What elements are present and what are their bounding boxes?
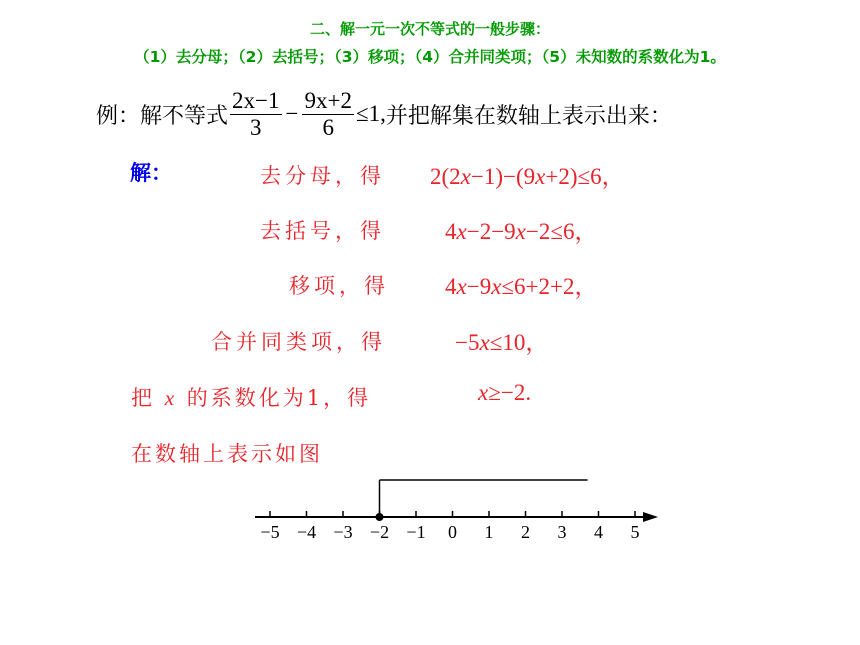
- general-steps: （1）去分母；（2）去括号；（3）移项；（4）合并同类项；（5）未知数的系数化为1。: [134, 48, 726, 66]
- fraction-2-numerator: 9x+2: [304, 88, 352, 113]
- step-2-text: 去括号，得: [260, 219, 385, 243]
- tick-label: 2: [521, 522, 530, 542]
- axis-arrow: [643, 512, 658, 522]
- coef-variable: x: [164, 386, 178, 410]
- tick-label: 5: [630, 522, 640, 542]
- math-part: −2−9: [466, 219, 516, 244]
- math-part: ≤10，: [489, 330, 549, 355]
- coef-prefix: 把: [131, 386, 155, 410]
- fraction-1-numerator: 2x−1: [232, 88, 280, 113]
- tick-label: −3: [333, 522, 353, 542]
- example-problem: [96, 88, 672, 141]
- tick-label: −2: [369, 522, 390, 542]
- section-heading: 二、解一元一次不等式的一般步骤：: [309, 20, 550, 38]
- math-part: 2(2: [430, 164, 461, 189]
- step-5-text: [131, 382, 371, 412]
- step-4-math: [455, 324, 548, 357]
- math-part: ≤6+2+2，: [501, 274, 598, 299]
- fraction-2-denominator: 6: [322, 114, 334, 140]
- tick-label: −4: [296, 522, 317, 542]
- fraction-1: [230, 88, 281, 141]
- math-part: +2)≤6，: [545, 164, 625, 189]
- math-var: x: [479, 330, 490, 355]
- math-part: 4: [445, 274, 457, 299]
- math-var: x: [456, 274, 467, 299]
- example-suffix: 并把解集在数轴上表示出来：: [385, 103, 672, 129]
- step-1-text: 去分母，得: [260, 164, 385, 188]
- solution-label: 解：: [130, 161, 172, 185]
- example-prefix: 例：解不等式: [96, 103, 229, 129]
- fraction-1-denominator: 3: [250, 114, 262, 140]
- math-var: x: [491, 274, 502, 299]
- math-part: −5: [455, 330, 480, 355]
- tick-label: 1: [484, 522, 494, 542]
- math-var: x: [535, 164, 546, 189]
- coef-suffix: 的系数化为1，得: [186, 386, 372, 410]
- step-2-math: [445, 213, 598, 246]
- math-part: −9: [466, 274, 492, 299]
- tick-label: 3: [557, 522, 567, 542]
- step-1-math: [430, 158, 625, 191]
- math-var: x: [515, 219, 526, 244]
- inequality-relation: ≤1,: [355, 101, 386, 127]
- tick-label: −1: [406, 522, 426, 542]
- number-line: [250, 470, 670, 550]
- math-part: −1)−(9: [470, 164, 536, 189]
- step-3-text: 移项，得: [289, 274, 389, 298]
- tick-label: 4: [594, 522, 603, 542]
- graph-caption: 在数轴上表示如图: [131, 442, 323, 466]
- minus-sign: −: [285, 101, 299, 127]
- step-4-text: 合并同类项，得: [211, 330, 386, 354]
- solution-point: [376, 513, 384, 521]
- math-part: 4: [445, 219, 457, 244]
- math-part: −2≤6，: [525, 219, 598, 244]
- tick-label: 0: [448, 522, 457, 542]
- fraction-2: [302, 88, 353, 141]
- math-part: ≥−2.: [488, 380, 532, 405]
- step-5-math: [478, 380, 531, 406]
- math-var: x: [478, 380, 489, 405]
- tick-group: [260, 511, 639, 542]
- math-var: x: [460, 164, 471, 189]
- tick-label: −5: [260, 522, 280, 542]
- step-3-math: [445, 268, 598, 301]
- math-var: x: [456, 219, 467, 244]
